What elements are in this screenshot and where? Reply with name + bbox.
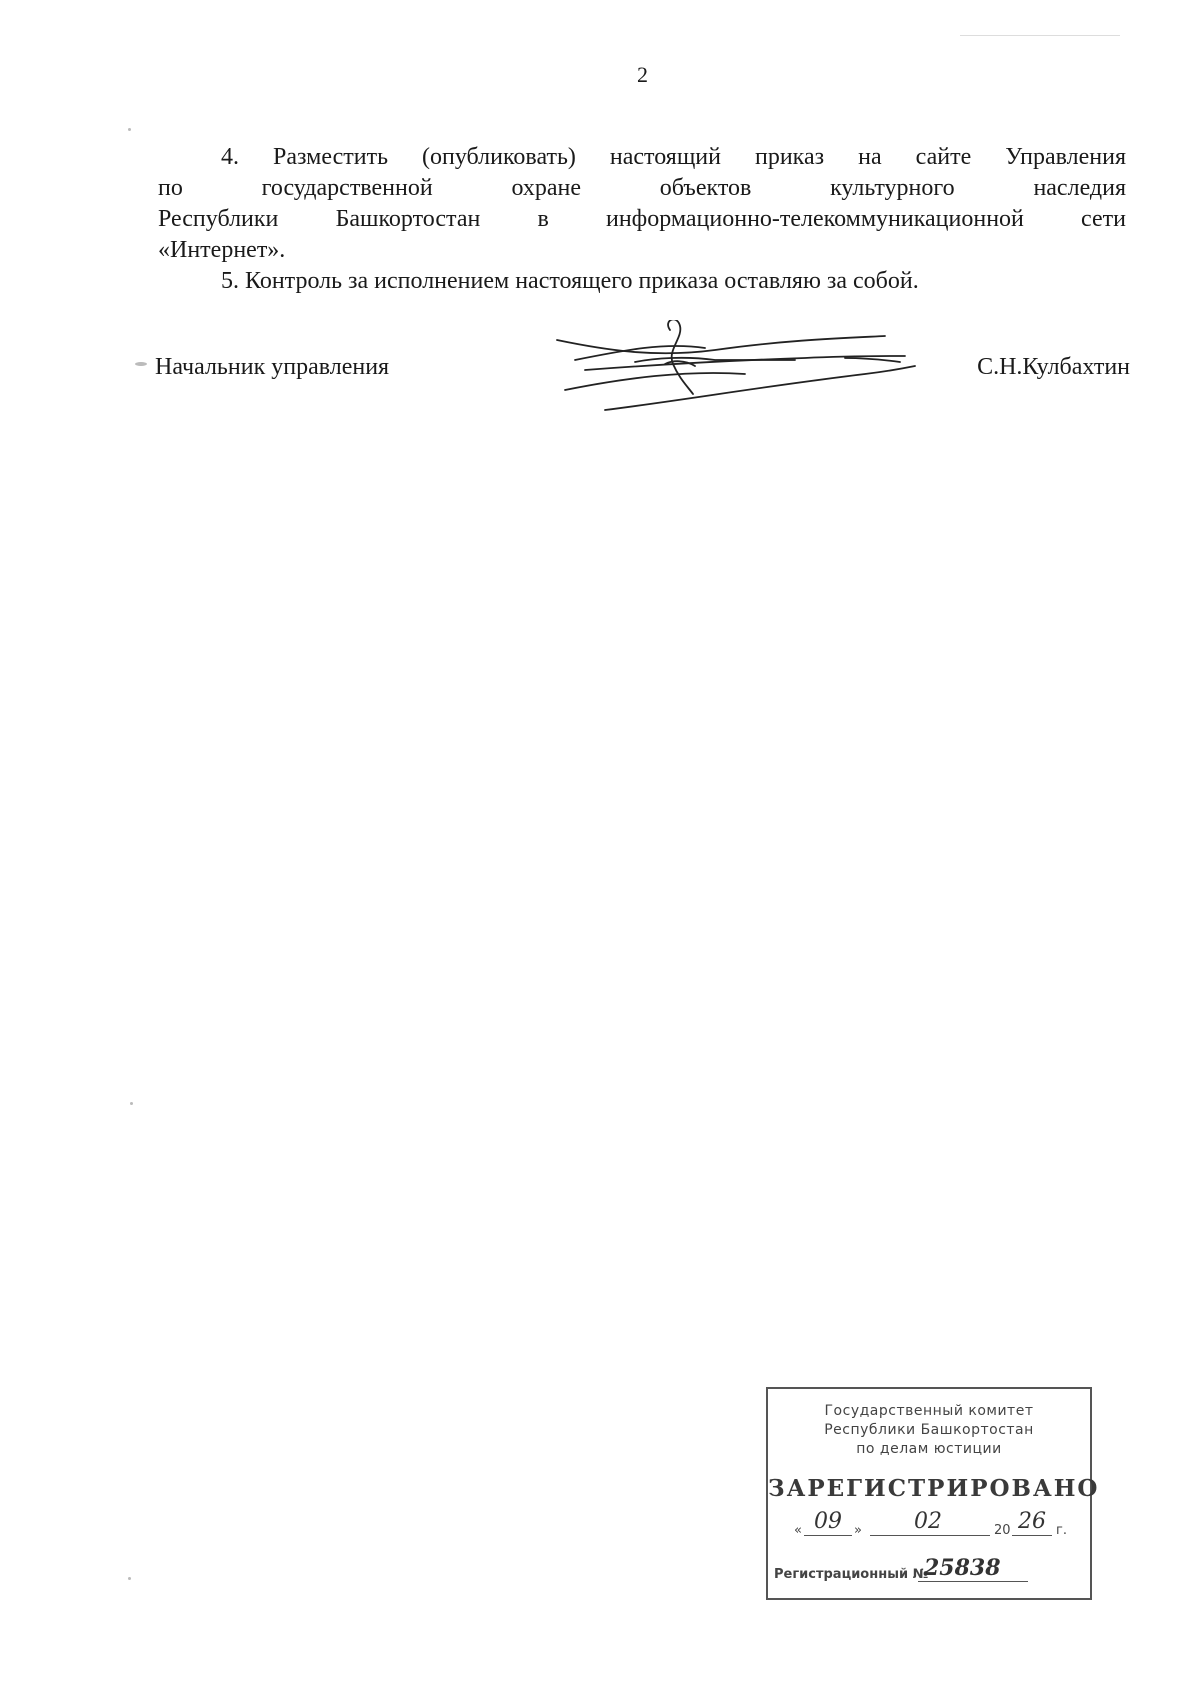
- stamp-year-prefix: 20: [994, 1523, 1011, 1538]
- scan-artifact: [130, 1102, 133, 1105]
- date-underline: [1012, 1535, 1052, 1536]
- stamp-date-month: 02: [914, 1509, 942, 1534]
- stamp-year-suffix: 26: [1018, 1509, 1046, 1534]
- scan-artifact: [960, 35, 1120, 36]
- stamp-org-line: по делам юстиции: [856, 1441, 1002, 1457]
- registration-stamp: [766, 1387, 1100, 1600]
- scan-artifact: [135, 362, 147, 366]
- handwritten-signature: [545, 320, 925, 420]
- stamp-registration-number: [774, 1555, 1084, 1591]
- scan-artifact: [128, 128, 131, 131]
- paragraph-4-line: Республики Башкортостан в информационно-телекоммуникационной сети: [158, 206, 1126, 232]
- stamp-org-line: Республики Башкортостан: [824, 1422, 1034, 1438]
- date-underline: [870, 1535, 990, 1536]
- scan-artifact: [128, 1577, 131, 1580]
- signatory-title: Начальник управления: [155, 354, 390, 380]
- quote-mark: »: [854, 1523, 862, 1538]
- stamp-date-day: 09: [814, 1509, 842, 1534]
- paragraph-5-line: 5. Контроль за исполнением настоящего приказа оставляю за собой.: [221, 268, 919, 294]
- stamp-year-unit: г.: [1056, 1523, 1067, 1538]
- stamp-reg-number: 25838: [924, 1555, 1001, 1581]
- quote-mark: «: [794, 1523, 802, 1538]
- paragraph-4: [158, 142, 1126, 266]
- regno-underline: [918, 1581, 1028, 1582]
- stamp-reg-label: Регистрационный №: [774, 1567, 929, 1582]
- date-underline: [804, 1535, 852, 1536]
- stamp-date: [794, 1509, 1074, 1545]
- page-number: 2: [637, 62, 648, 87]
- paragraph-4-line: «Интернет».: [158, 237, 286, 263]
- stamp-org-line: Государственный комитет: [824, 1403, 1034, 1419]
- paragraph-4-line: 4. Разместить (опубликовать) настоящий приказ на сайте Управления: [221, 144, 1126, 170]
- stamp-status: ЗАРЕГИСТРИРОВАНО: [768, 1475, 1100, 1502]
- paragraph-4-line: по государственной охране объектов культурного наследия: [158, 175, 1126, 201]
- signatory-name: С.Н.Кулбахтин: [977, 354, 1130, 380]
- paragraph-5: [158, 266, 1126, 297]
